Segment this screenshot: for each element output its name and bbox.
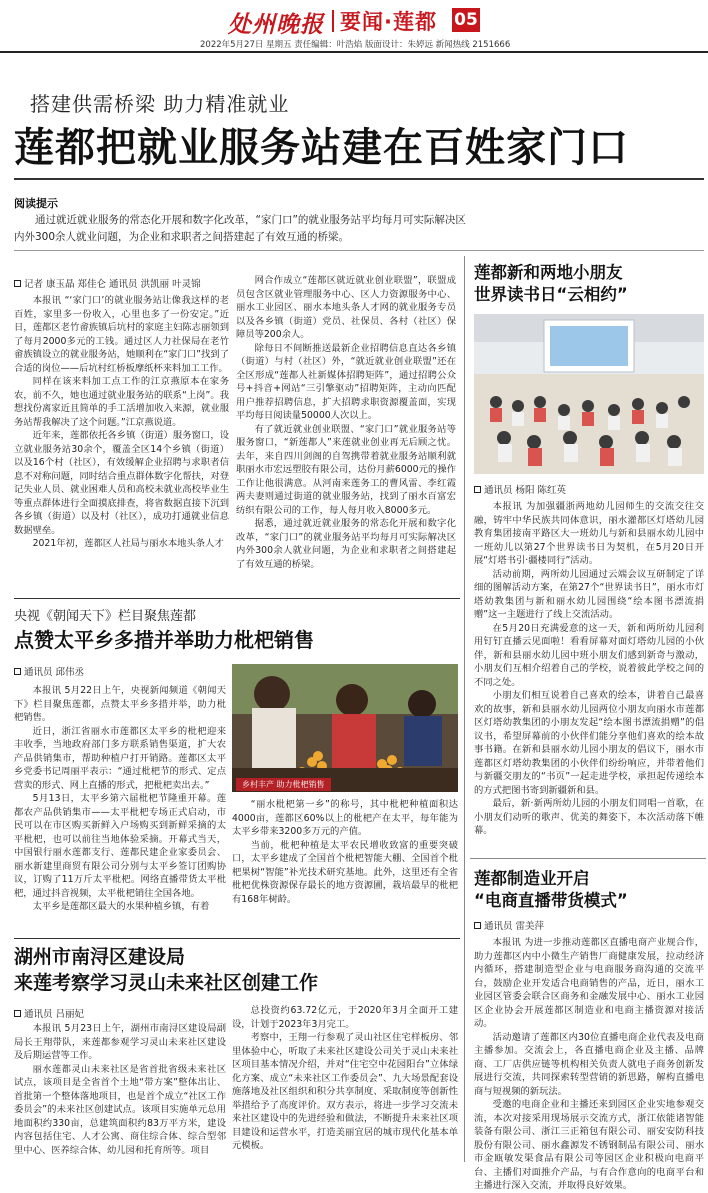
sec3-column-2 — [232, 1004, 458, 1160]
paragraph: 近日，浙江省丽水市莲都区太平乡的枇杷迎来丰收季，当地政府部门多方联系销售渠道，扩大农产品供销集市，帮助种植户打开销路。莲都区太平乡党委书记周丽平表示：“通过枇杷节的形式、定点营卖的形式、网上直播的形式，把枇杷卖出去。” — [14, 725, 226, 791]
sec3-title: 湖州市南浔区建设局 来莲考察学习灵山未来社区创建工作 — [14, 946, 319, 994]
sidebar2-byline-text: 通讯员 雷美萍 — [484, 921, 545, 932]
paragraph: 有了就近就业创业联盟、“家门口”就业服务站等服务窗口，“新莲都人”来莲就业创业再无后顾之忧。去年，来自四川剑阁的自驾携带着就业服务站顺利就职丽水市宏远塑胶有限公司，达份月薪6000元的操作工作让他很满意。从河南来莲务工的曹风雷、李红霞两夫妻则通过街道的就业服务站，找到了丽水百富宏纺织有限公司的工作，每人每月收入8000多元。 — [236, 423, 456, 516]
sec2-kicker: 央视《朝闻天下》栏目聚焦莲都 — [14, 609, 197, 624]
reading-day-photo-art — [474, 314, 704, 474]
sec3-byline-text: 通讯员 吕丽妃 — [24, 1009, 85, 1020]
sidebar1-title: 莲都新和两地小朋友 世界读书日“云相约” — [474, 263, 628, 304]
abstract-text: 通过就近就业服务的常态化开展和数字化改革，“家门口”的就业服务站平均每月可实际解决区内外300余人就业问题，为企业和求职者之间搭建起了有效互通的桥梁。 — [14, 214, 466, 243]
paragraph: “丽水枇杷第一乡”的称号，其中枇杷种植面积达4000亩，莲都区60%以上的枇杷产在太平，每年能为太平乡带来3200多万元的产值。 — [232, 799, 458, 837]
paragraph: 5月13日，太平乡第六届枇杷节隆重开幕。莲都农产品供销集市——太平枇杷专场正式启动，市民可以在市区购买新鲜入户场购买到新鲜采摘的太平枇杷，也可以前往当地体验采摘。开幕式当天，中国银行丽水莲都支行、莲都民建企业家委员会、丽水新建里商贸有限公司分别与太平乡签订团购协议，订购了11万斤太平枇杷。网络直播带货太平枇杷，通过抖音视频，太平枇杷销往全国各地。 — [14, 793, 226, 899]
loquat-photo-art — [232, 664, 458, 792]
paragraph: 本报讯 5月23日上午，湖州市南浔区建设局副局长王翔带队，来莲都参观学习灵山未来社区建设及后期运营等工作。 — [14, 1023, 226, 1061]
masthead-divider — [332, 10, 334, 32]
abstract-rule — [14, 250, 704, 251]
square-icon — [14, 668, 21, 675]
sidebar1-byline — [474, 482, 566, 496]
lead-column-1 — [14, 294, 229, 592]
paragraph: 活动前期，两所幼儿园通过云端会议互研制定了详细的图解活动方案，在第27个“世界读书日”，丽水市灯塔幼教集团与新和丽水幼儿园围绕“绘本图书漂流捐赠”这一主题进行了线上交流活动。 — [474, 568, 704, 620]
paragraph: 考察中，王翔一行参观了灵山社区住宅样板房、邻里体验中心，听取了未来社区建设公司关于灵山未来社区项目基本情况介绍，并对“住宅空中花园阳台”立体绿化方案、成立“未来社区工作委员会”、九大场景配套设施落地及社区组织和积分共享制度、采取制度等创新性举措给予了高度评价。双方表示，将进一步学习交流未来社区建设中的先进经验和做法，不断提升未来社区项目建设和运营水平，打造美丽宜居的城市现代化基本单元模板。 — [232, 1032, 458, 1151]
paragraph: 本报讯 为进一步推动莲都区直播电商产业规合作，助力莲都区内中小微生产销售厂商健康发展，拉动经济内循环，搭建制造型企业与电商服务商沟通的交流平台，鼓励企业开发适合电商销售的产品，近日，丽水工业园区管委会联合区商务和金融发展中心、丽水工业园区企业协会开展莲都区制造业和电商主播资源对接活动。 — [474, 937, 704, 1029]
square-icon — [14, 280, 21, 287]
sec2-byline — [14, 664, 84, 678]
section-name: 要闻·莲都 — [340, 10, 437, 34]
paragraph: 近年来，莲都依托各乡镇（街道）服务窗口，设立就业服务站30余个，覆盖全区14个乡镇（街道）以及16个村（社区），有效缓解企业招聘与求职者信息不对称问题，同时结合重点群体数字化帮扶，对登记失业人员、就业困难人员和高校未就业高校毕业生等重点群体进行全面摸底排查，将省数据直接下沉到各乡镇（街道）以及村（社区），成功打通就业信息数据壁垒。 — [14, 430, 229, 536]
paragraph: 最后，新·新两所幼儿园的小朋友们同唱一首歌，在小朋友们动听的歌声、优美的舞姿下，本次活动落下帷幕。 — [474, 798, 704, 836]
sidebar-rule — [464, 256, 465, 1162]
paragraph: 活动邀请了莲都区内30位直播电商企业代表及电商主播参加。交流会上，各直播电商企业及主播、品牌商、工厂店供应链等机构相关负责人就电子商务创新发展进行交流，共同探索转型营销的新思路，解构直播电商与短视频的新玩法。 — [474, 1031, 704, 1097]
paragraph: 本报讯 “‘家门口’的就业服务站让像我这样的老百姓，家里多一份收入，心里也多了一份安定。”近日，莲都区老竹畲族镇后坑村的家庭主妇陈志丽领到了每月2000多元的工钱。通过区人力社保局在老竹畲族镇设立的就业服务站，她顺利在“家门口”找到了合适的岗位——后坑村红桥板摩纸杯来料加工工作。 — [14, 295, 229, 374]
lead-title: 莲都把就业服务站建在百姓家门口 — [14, 125, 629, 171]
paper-name: 处州晚报 — [228, 11, 324, 38]
lead-byline-text: 记者 康玉晶 郑佳仑 通讯员 洪凯丽 叶灵锦 — [24, 279, 201, 290]
paragraph: 同样在该来料加工点工作的江京燕原本在家务农，前不久，她也通过就业服务站的联系“上岗”。我想找份离家近且简单的手工活增加收入来源，就业服务站帮我解决了这个问题。”江京燕说道。 — [14, 376, 229, 428]
paragraph: 据悉，通过就近就业服务的常态化开展和数字化改革，“家门口”的就业服务站平均每月可实际解决区内外300余人就业问题，为企业和求职者之间搭建起了有效互通的桥梁。 — [236, 518, 456, 570]
sec3-byline — [14, 1006, 84, 1020]
paragraph: 丽水莲都灵山未来社区是省首批省级未来社区试点，该项目是全省首个土地“带方案”整体出让、首批第一个整体落地项目，也是首个成立“社区工作委员会”的未来社区创建试点。该项目实施单元总用地面积约330亩，总建筑面积约83万平方米，建设内容包括住宅、人才公寓、商住综合体、综合型邻里中心、医养综合体、幼儿园和托育所等。项目 — [14, 1063, 226, 1156]
sidebar2-title: 莲都制造业开启 “电商直播带货模式” — [474, 869, 628, 910]
lead-kicker: 搭建供需桥梁 助力精准就业 — [30, 92, 290, 116]
issue-info: 2022年5月27日 星期五 责任编辑：叶浩焰 版面设计：朱婷远 新闻热线 2151666 — [200, 40, 511, 50]
lead-column-2 — [236, 274, 456, 592]
sidebar2-body — [474, 936, 704, 1191]
square-icon — [14, 1010, 21, 1017]
paragraph: 2021年初，莲都区人社局与丽水本地头条人才 — [32, 538, 224, 549]
square-icon — [474, 922, 481, 929]
paragraph: 在5月20日充满爱意的这一天，新和两所幼儿园利用钉钉直播云见面啦！看看屏幕对面灯塔幼儿园的小伙伴，新和县丽水幼儿园中班小朋友们感到新奇与激动，小朋友们互相介绍着自己的学校，说着彼此学校之间的不同之处。 — [474, 622, 704, 688]
sec3-top-rule — [14, 938, 460, 939]
lead-byline — [14, 276, 201, 290]
paragraph: 小朋友们相互说着自己喜欢的绘本，讲着自己最喜欢的故事，新和县丽水幼儿园两位小朋友向丽水市莲都区灯塔幼教集团的小朋友发起“绘本图书漂流捐赠”的倡议书，希望屏幕前的小伙伴们能分享他们喜欢的绘本故事书籍。在新和县丽水幼儿园小朋友的倡议下，丽水市莲都区灯塔幼教集团的小伙伴们纷纷响应，并带着他们与新疆交朋友的“书页”一起走进学校，承担起传递绘本的方式把图书寄到新疆新和县。 — [474, 690, 704, 796]
loquat-photo — [232, 664, 458, 792]
paragraph: 本报讯 为加强疆浙两地幼儿园师生的交流交往交融，铸牢中华民族共同体意识，丽水灌都区灯塔幼儿园教育集团接南平路区大一班幼儿与新和县丽水幼儿园中一班幼儿以第27个世界读书日为契机，在5月20日开展“灯塔书引·疆楼同行”活动。 — [474, 501, 704, 566]
page-number: 05 — [452, 8, 480, 32]
paragraph: 受邀的电商企业和主播还来到园区企业实地参观交流，本次对接采用现场展示交流方式，浙江依能诸智能装备有限公司、浙江三正箱包有限公司、丽安安防科技股份有限公司、丽水鑫源发不锈钢制品有限公司、丽水市金瓯敏发渠食品有限公司等园区企业积极向电商平台、主播们对面推介产品，与有合作意向的电商平台和主播进行深入交流，并取得良好效果。 — [474, 1099, 704, 1191]
paragraph: 总投资约63.72亿元，于2020年3月全面开工建设，计划于2023年3月完工。 — [232, 1005, 458, 1030]
sec2-column-1 — [14, 684, 226, 934]
sec2-top-rule — [14, 598, 460, 599]
paragraph: 当前，枇杷种植是太平农民增收致富的重要突破口，太平乡建成了全国首个枇杷智能大棚、全国首个枇杷果树“智能”补光技术研究基地。此外，这里还有全省枇杷优株资源保存最长的地方资源圃，栽培最早的枇杷有168年树龄。 — [232, 839, 458, 905]
sec3-column-1 — [14, 1022, 226, 1160]
paragraph: 除每日不间断推送最新企业招聘信息直达各乡镇（街道）与村（社区）外，“就近就业创业联盟”还在全区形成“莲都人社新媒体招聘矩阵”，通过招聘公众号+抖音+网站“三引擎驱动”招聘矩阵，主动向匹配用户推荐招聘信息，扩大招聘求职资源覆盖面，实现平均每日阅读量50000人次以上。 — [236, 342, 456, 421]
sec2-title: 点赞太平乡多措并举助力枇杷销售 — [14, 628, 314, 652]
sec2-byline-text: 通讯员 邱伟丞 — [24, 667, 85, 678]
square-icon — [474, 486, 481, 493]
sidebar1-body — [474, 500, 704, 852]
masthead-rule — [0, 51, 708, 53]
abstract-label: 阅读提示 — [14, 197, 58, 210]
sidebar-split-rule — [470, 858, 706, 859]
paragraph: 网合作成立“莲都区就近就业创业联盟”，联盟成员包含区就业管理服务中心、区人力资源服务中心、丽水工业园区、丽水本地头条人才网的就业服务专员以及各乡镇（街道）党员、社保员、各村（社区）保障员等200余人。 — [236, 275, 456, 340]
photo-caption: 乡村丰产 助力枇杷销售 — [236, 778, 331, 791]
sidebar1-byline-text: 通讯员 杨阳 陈红英 — [484, 485, 567, 496]
sec2-column-2 — [232, 798, 458, 934]
lead-rule — [14, 178, 704, 180]
reading-day-photo — [474, 314, 704, 474]
sidebar2-byline — [474, 918, 544, 932]
paragraph: 本报讯 5月22日上午，央视新闻频道《朝闻天下》栏目聚焦莲都，点赞太平乡多措并举，助力枇杷销售。 — [14, 685, 226, 723]
masthead — [0, 0, 708, 52]
paragraph: 太平乡是莲都区最大的水果种植乡镇，有着 — [32, 901, 210, 912]
